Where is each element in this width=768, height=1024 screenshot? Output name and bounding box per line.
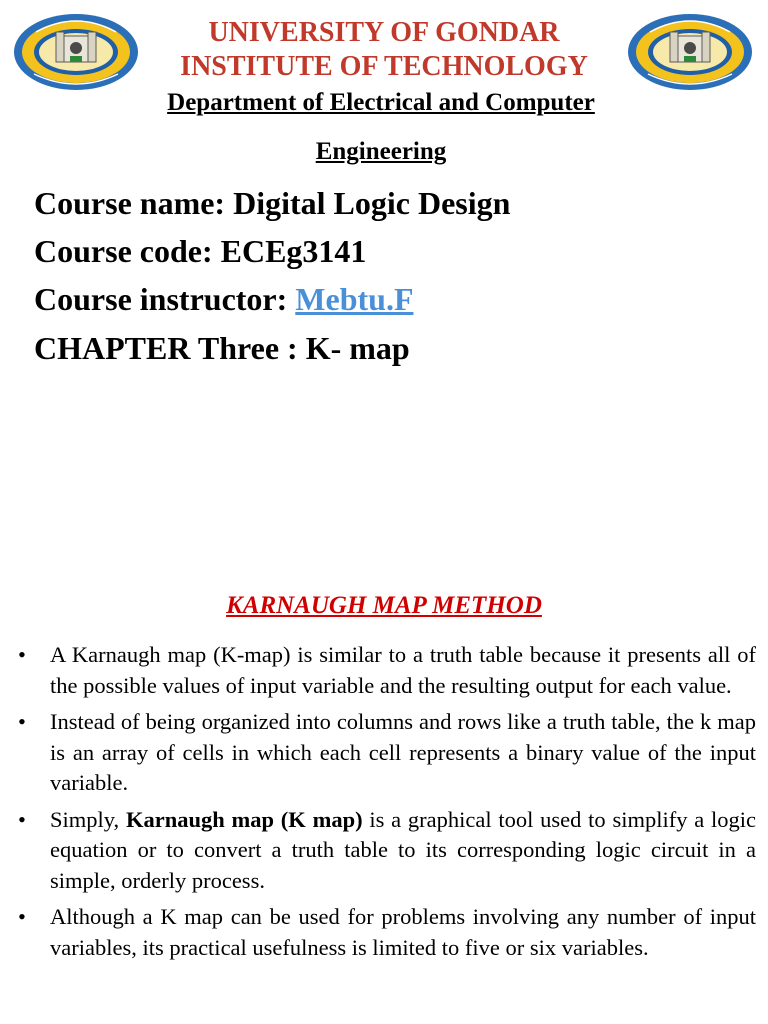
department-name-line2: Engineering [315, 138, 447, 165]
university-name: UNIVERSITY OF GONDAR [208, 17, 560, 48]
bullet-text-prefix: Simply, [50, 806, 126, 832]
course-code: Course code: ECEg3141 [34, 233, 367, 269]
bullet-marker: • [18, 904, 26, 929]
bullet-text: Instead of being organized into columns and rows like a truth table, the k map is an array of cells in which each cell represents a binary value of the input variable. [50, 709, 756, 795]
bullet-list [14, 640, 756, 969]
bullet-text-suffix: is a graphical tool used to simplify a logic equation or to convert a truth table to its corresponding logic circuit in a simple, orderly process. [50, 806, 756, 893]
section-heading: KARNAUGH MAP METHOD [226, 592, 542, 619]
chapter-title: CHAPTER Three : K- map [34, 330, 410, 366]
course-instructor-label: Course instructor: [34, 281, 296, 317]
list-item [14, 707, 756, 799]
course-instructor [34, 280, 413, 318]
bullet-text: Although a K map can be used for problems involving any number of input variables, its practical usefulness is limited to five or six variables. [50, 904, 756, 960]
bullet-marker: • [18, 642, 26, 667]
bullet-marker: • [18, 709, 26, 734]
course-name: Course name: Digital Logic Design [34, 185, 511, 221]
institute-name: INSTITUTE OF TECHNOLOGY [180, 51, 588, 82]
bullet-text-bold: Karnaugh map (K map) [125, 806, 363, 832]
bullet-text: A Karnaugh map (K-map) is similar to a truth table because it presents all of the possible values of input variable and the resulting output for each value. [50, 642, 756, 698]
list-item [14, 902, 756, 963]
list-item [14, 805, 756, 897]
instructor-link[interactable]: Mebtu.F [295, 281, 414, 317]
bullet-marker: • [18, 806, 26, 832]
department-name-line1: Department of Electrical and Computer [167, 89, 595, 116]
list-item [14, 640, 756, 701]
